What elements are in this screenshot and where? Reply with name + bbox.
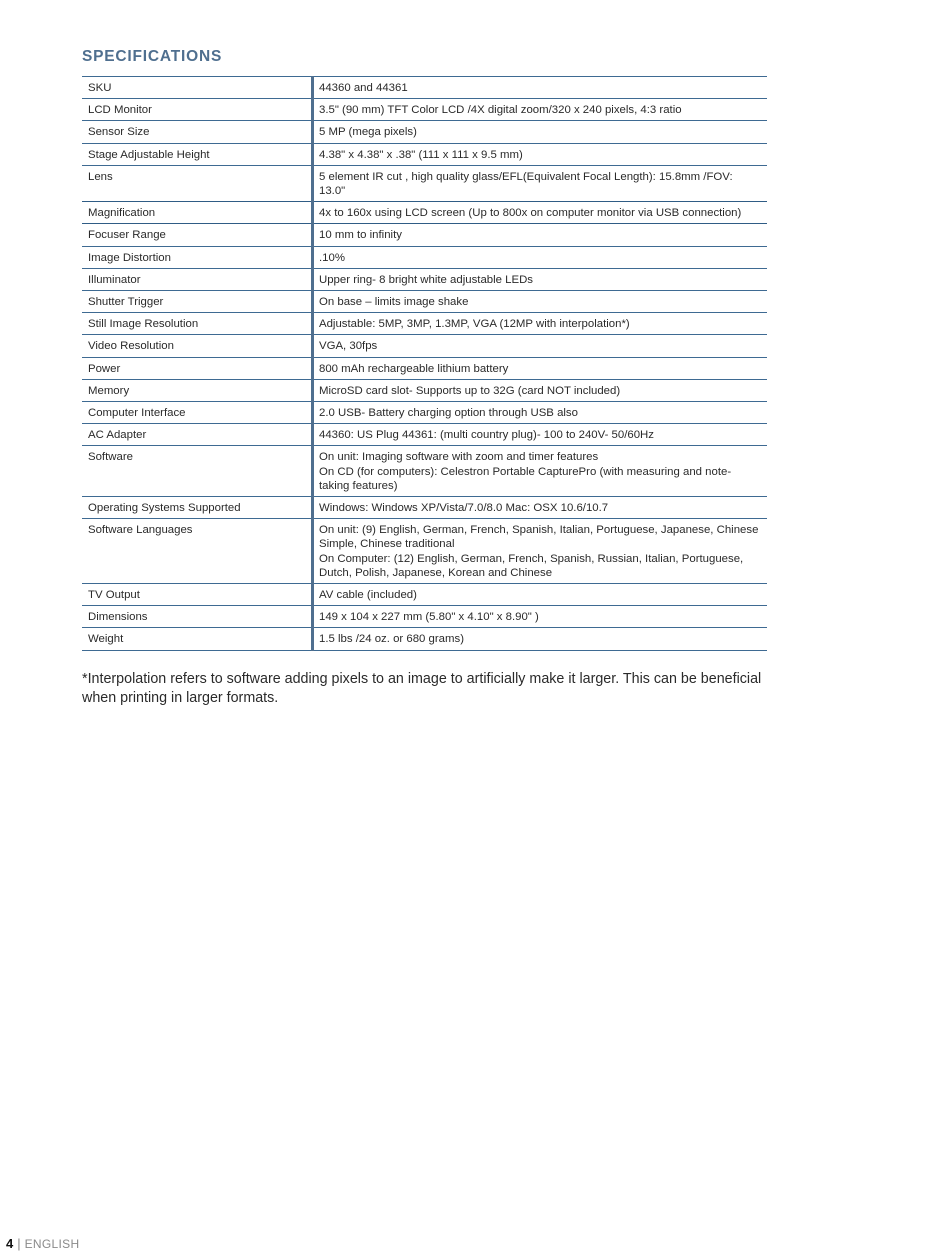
table-row [82, 224, 767, 246]
spec-label: Weight [82, 628, 313, 650]
spec-label: Software [82, 446, 313, 497]
spec-value: Upper ring- 8 bright white adjustable LEDs [319, 273, 534, 286]
interpolation-footnote: *Interpolation refers to software adding pixels to an image to artificially make it larger. This can be beneficial when printing in larger formats. [82, 671, 762, 706]
spec-label: Sensor Size [82, 121, 313, 143]
table-row [82, 446, 767, 497]
spec-label: Lens [82, 165, 313, 201]
spec-label: Computer Interface [82, 402, 313, 424]
spec-value: On base – limits image shake [319, 296, 469, 309]
specifications-table [82, 76, 767, 651]
spec-value: 10 mm to infinity [319, 229, 402, 242]
table-row [82, 99, 767, 121]
spec-value: VGA, 30fps [319, 340, 378, 353]
spec-value-line: On Computer: (12) English, German, French, Spanish, Russian, Italian, Portuguese, Dutch, Polish, Japanese, Korean and Chinese [319, 552, 744, 579]
spec-value-line: On CD (for computers): Celestron Portable CapturePro (with measuring and note-taking features) [319, 465, 732, 492]
table-row [82, 291, 767, 313]
spec-value: MicroSD card slot- Supports up to 32G (card NOT included) [319, 384, 621, 397]
spec-label: Magnification [82, 202, 313, 224]
spec-label: AC Adapter [82, 424, 313, 446]
spec-value: 149 x 104 x 227 mm (5.80" x 4.10" x 8.90" ) [319, 611, 539, 624]
table-row [82, 497, 767, 519]
spec-value: 2.0 USB- Battery charging option through USB also [319, 407, 578, 420]
table-row [82, 268, 767, 290]
spec-value-line: On unit: (9) English, German, French, Spanish, Italian, Portuguese, Japanese, Chinese Simple, Chinese traditional [319, 524, 759, 551]
spec-value: Adjustable: 5MP, 3MP, 1.3MP, VGA (12MP with interpolation*) [319, 318, 630, 331]
spec-value [313, 519, 768, 584]
table-row [82, 424, 767, 446]
spec-label: Still Image Resolution [82, 313, 313, 335]
spec-value: 44360 and 44361 [319, 82, 408, 94]
spec-label: Focuser Range [82, 224, 313, 246]
spec-label: Operating Systems Supported [82, 497, 313, 519]
spec-label: Image Distortion [82, 246, 313, 268]
table-row [82, 628, 767, 650]
spec-value: 44360: US Plug 44361: (multi country plug)- 100 to 240V- 50/60Hz [319, 429, 654, 442]
spec-label: Power [82, 357, 313, 379]
footer-separator: | [17, 1236, 21, 1251]
table-row [82, 313, 767, 335]
page-number: 4 [6, 1236, 14, 1251]
table-row [82, 402, 767, 424]
table-row [82, 379, 767, 401]
spec-value: .10% [319, 251, 345, 264]
table-row [82, 584, 767, 606]
spec-label: SKU [82, 77, 313, 99]
spec-label: Stage Adjustable Height [82, 143, 313, 165]
table-row [82, 606, 767, 628]
spec-value: 5 MP (mega pixels) [319, 126, 417, 139]
spec-value: 4.38" x 4.38" x .38" (111 x 111 x 9.5 mm) [319, 148, 523, 161]
table-row [82, 165, 767, 201]
spec-label: Dimensions [82, 606, 313, 628]
spec-value: Windows: Windows XP/Vista/7.0/8.0 Mac: OSX 10.6/10.7 [319, 502, 609, 515]
table-row [82, 121, 767, 143]
spec-label: TV Output [82, 584, 313, 606]
specifications-table-body [82, 77, 767, 651]
spec-value: AV cable (included) [319, 589, 417, 602]
spec-value: 3.5" (90 mm) TFT Color LCD /4X digital zoom/320 x 240 pixels, 4:3 ratio [319, 104, 682, 117]
spec-value: 1.5 lbs /24 oz. or 680 grams) [319, 633, 464, 646]
table-row [82, 519, 767, 584]
spec-label: Shutter Trigger [82, 291, 313, 313]
table-row [82, 335, 767, 357]
table-row [82, 246, 767, 268]
table-row [82, 357, 767, 379]
spec-value: 5 element IR cut , high quality glass/EFL(Equivalent Focal Length): 15.8mm /FOV: 13.0" [319, 170, 733, 198]
spec-value-line: On unit: Imaging software with zoom and timer features [319, 451, 599, 464]
spec-label: Illuminator [82, 268, 313, 290]
page-title: SPECIFICATIONS [82, 48, 223, 65]
spec-value [313, 446, 768, 497]
spec-value: 800 mAh rechargeable lithium battery [319, 362, 509, 375]
table-row [82, 202, 767, 224]
page-footer [6, 1236, 79, 1251]
spec-label: Video Resolution [82, 335, 313, 357]
spec-label: Software Languages [82, 519, 313, 584]
spec-label: Memory [82, 379, 313, 401]
spec-value: 4x to 160x using LCD screen (Up to 800x on computer monitor via USB connection) [319, 207, 742, 220]
table-row [82, 77, 767, 99]
table-row [82, 143, 767, 165]
spec-label: LCD Monitor [82, 99, 313, 121]
footer-language: ENGLISH [24, 1237, 80, 1251]
